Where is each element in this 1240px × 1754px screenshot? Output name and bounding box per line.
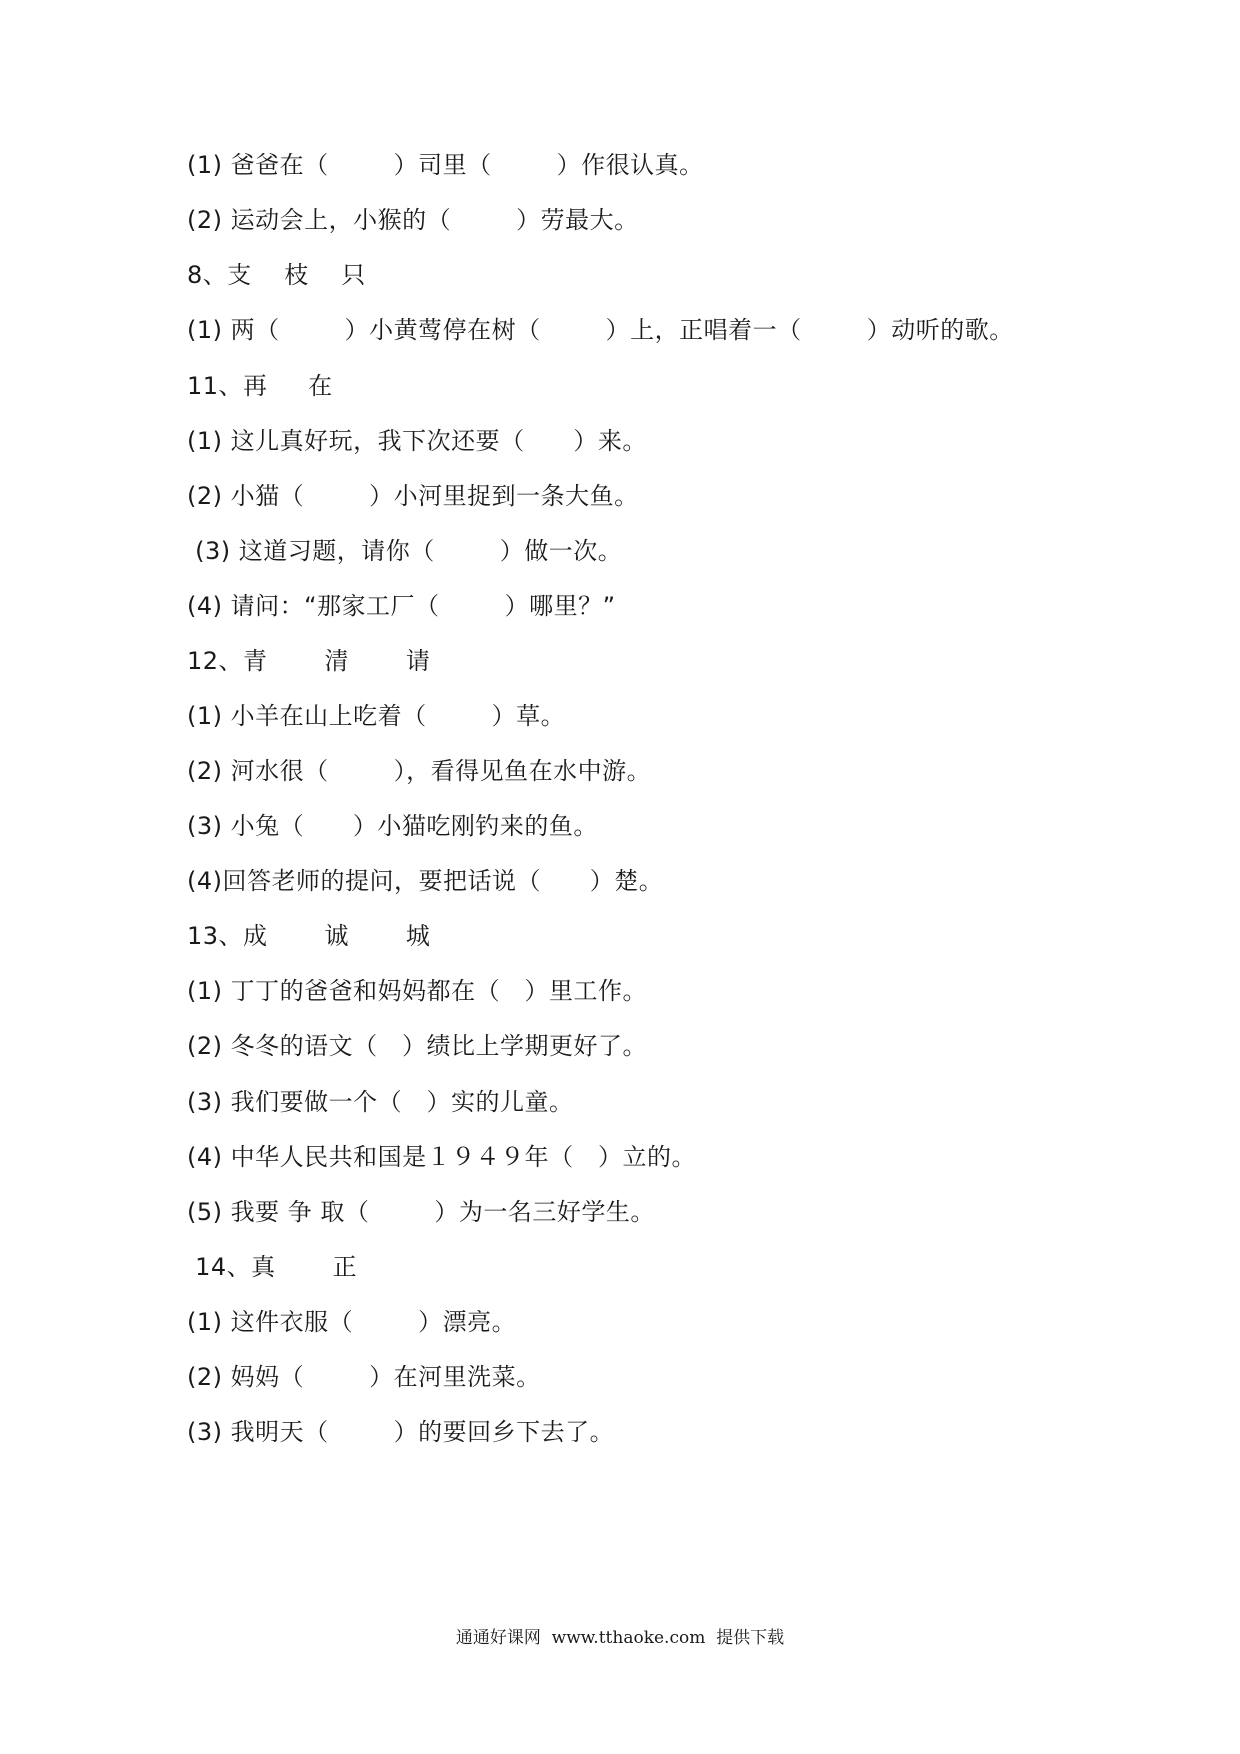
text-line: (2) 河水很（ ），看得见鱼在水中游。 bbox=[187, 757, 652, 785]
section-heading: 8、支 枝 只 bbox=[187, 261, 366, 289]
text-line: (1) 这儿真好玩，我下次还要（ ）来。 bbox=[187, 427, 647, 455]
text-line: (1) 小羊在山上吃着（ ）草。 bbox=[187, 702, 566, 730]
text-line: (1) 爸爸在（ ）司里（ ）作很认真。 bbox=[187, 151, 704, 179]
section-heading: 11、再 在 bbox=[187, 372, 333, 400]
section-heading: 14、真 正 bbox=[187, 1253, 358, 1281]
text-line: (3) 小兔（ ）小猫吃刚钓来的鱼。 bbox=[187, 812, 598, 840]
section-heading: 12、青 清 请 bbox=[187, 647, 431, 675]
section-heading: 13、成 诚 城 bbox=[187, 922, 431, 950]
text-line: (2) 运动会上，小猴的（ ）劳最大。 bbox=[187, 206, 639, 234]
text-line: (3) 我们要做一个（ ）实的儿童。 bbox=[187, 1088, 574, 1116]
text-line: (2) 小猫（ ）小河里捉到一条大鱼。 bbox=[187, 482, 639, 510]
text-line: (3) 我明天（ ）的要回乡下去了。 bbox=[187, 1418, 615, 1446]
page-footer: 通通好课网 www.tthaoke.com 提供下载 bbox=[455, 1628, 785, 1648]
text-line: (1) 两（ ）小黄莺停在树（ ）上，正唱着一（ ）动听的歌。 bbox=[187, 316, 1014, 344]
text-line: (4)回答老师的提问，要把话说（ ）楚。 bbox=[187, 867, 664, 895]
text-line: (2) 冬冬的语文（ ）绩比上学期更好了。 bbox=[187, 1032, 648, 1060]
text-line: (3) 这道习题，请你（ ）做一次。 bbox=[187, 537, 623, 565]
text-line: (1) 这件衣服（ ）漂亮。 bbox=[187, 1308, 517, 1336]
text-line: (4) 请问：“那家工厂（ ）哪里？” bbox=[187, 592, 616, 620]
text-line: (2) 妈妈（ ）在河里洗菜。 bbox=[187, 1363, 541, 1391]
text-line: (4) 中华人民共和国是１９４９年（ ）立的。 bbox=[187, 1143, 697, 1171]
text-line: (5) 我要 争 取（ ）为一名三好学生。 bbox=[187, 1198, 655, 1226]
text-line: (1) 丁丁的爸爸和妈妈都在（ ）里工作。 bbox=[187, 977, 648, 1005]
